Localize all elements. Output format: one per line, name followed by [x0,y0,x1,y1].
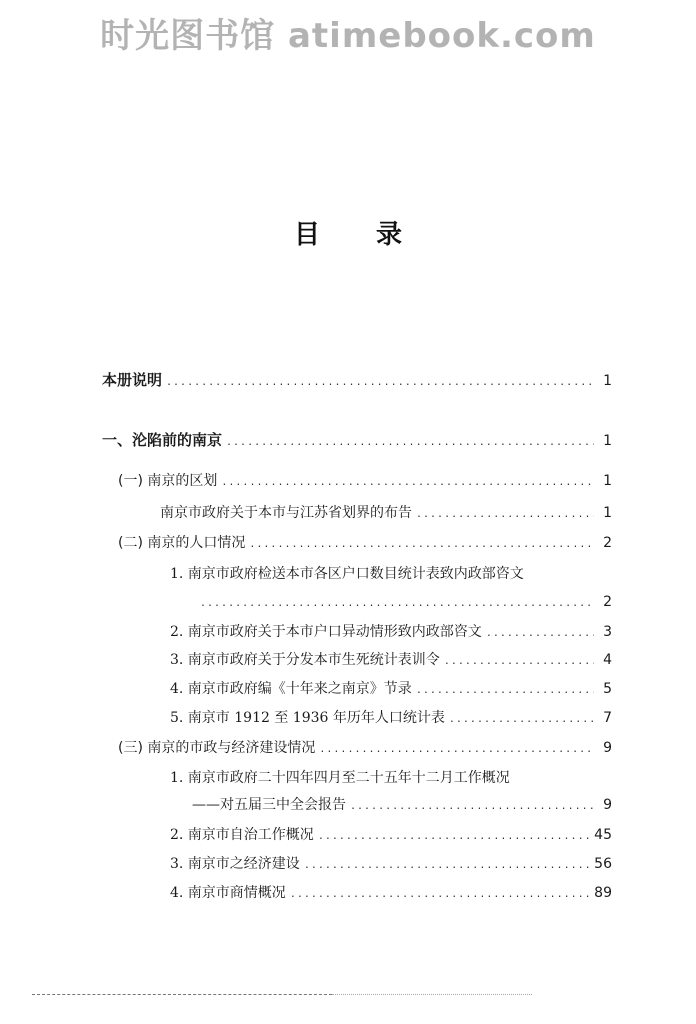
toc-page-number: 4 [603,652,612,668]
page-title: 目录 [293,220,458,250]
watermark: 时光图书馆 atimebook.com [100,16,596,56]
toc-page-number: 5 [603,681,612,697]
toc-entry-item[interactable] [170,825,612,847]
toc-page-number: 2 [603,535,612,551]
toc-page-number: 3 [603,624,612,640]
toc-page-number: 45 [594,827,612,843]
dot-leader [416,505,594,525]
scan-edge-line [32,994,332,996]
toc-label: 3. 南京市之经济建设 [170,856,300,872]
toc-label: 本册说明 [102,371,163,389]
dot-leader [304,856,590,876]
toc-entry-item[interactable] [170,679,612,701]
toc-page-number: 9 [603,740,612,756]
toc-label: 2. 南京市政府关于本市户口异动情形致内政部咨文 [170,624,482,640]
toc-label: 5. 南京市 1912 至 1936 年历年人口统计表 [170,710,445,726]
dot-leader [226,433,594,453]
dot-leader [166,373,594,393]
dot-leader [200,594,594,614]
dot-leader [486,624,594,644]
toc-page-number: 1 [603,473,612,489]
toc-entry-section-2[interactable] [118,533,612,555]
toc-entry-part-1[interactable] [102,430,612,453]
dot-leader [221,473,594,493]
toc-label: (一) 南京的区划 [118,473,218,489]
toc-page-number: 1 [603,433,612,449]
toc-label: 4. 南京市商情概况 [170,885,286,901]
dot-leader [318,827,590,847]
dot-leader [350,797,594,817]
toc-entry-item[interactable] [170,854,612,876]
toc-label: 3. 南京市政府关于分发本市生死统计表训令 [170,652,440,668]
toc-label: 南京市政府关于本市与江苏省划界的布告 [160,505,412,521]
toc-label: ——对五届三中全会报告 [192,797,346,813]
toc-label: (二) 南京的人口情况 [118,535,246,551]
toc-entry-preface[interactable] [102,370,612,393]
dot-leader [290,885,590,905]
toc-page-number: 1 [603,505,612,521]
toc-label: (三) 南京的市政与经济建设情况 [118,740,316,756]
toc-page-number: 2 [603,594,612,610]
toc-page-number: 56 [594,856,612,872]
toc-entry-item[interactable] [160,503,612,525]
toc-entry-item-subtitle[interactable] [192,795,612,817]
toc-page-number: 7 [603,710,612,726]
toc-entry-section-1[interactable] [118,471,612,493]
dot-leader [444,652,594,672]
toc-entry-item[interactable] [170,883,612,905]
toc-entry-item-continuation[interactable] [200,592,612,614]
dot-leader [416,681,594,701]
toc-entry-item-title[interactable]: 1. 南京市政府二十四年四月至二十五年十二月工作概况 [170,770,510,786]
toc-page-number: 89 [594,885,612,901]
toc-entry-item[interactable] [170,622,612,644]
scan-edge-line [332,994,532,996]
toc-label: 4. 南京市政府编《十年来之南京》节录 [170,681,412,697]
toc-entry-item[interactable] [170,708,612,730]
toc-entry-item-title[interactable]: 1. 南京市政府检送本市各区户口数目统计表致内政部咨文 [170,566,524,582]
toc-label: 一、沦陷前的南京 [102,431,223,449]
toc-page-number: 1 [603,373,612,389]
toc-page-number: 9 [603,797,612,813]
toc-entry-section-3[interactable] [118,738,612,760]
dot-leader [249,535,594,555]
toc-entry-item[interactable] [170,650,612,672]
dot-leader [449,710,594,730]
dot-leader [319,740,594,760]
toc-label: 2. 南京市自治工作概况 [170,827,314,843]
